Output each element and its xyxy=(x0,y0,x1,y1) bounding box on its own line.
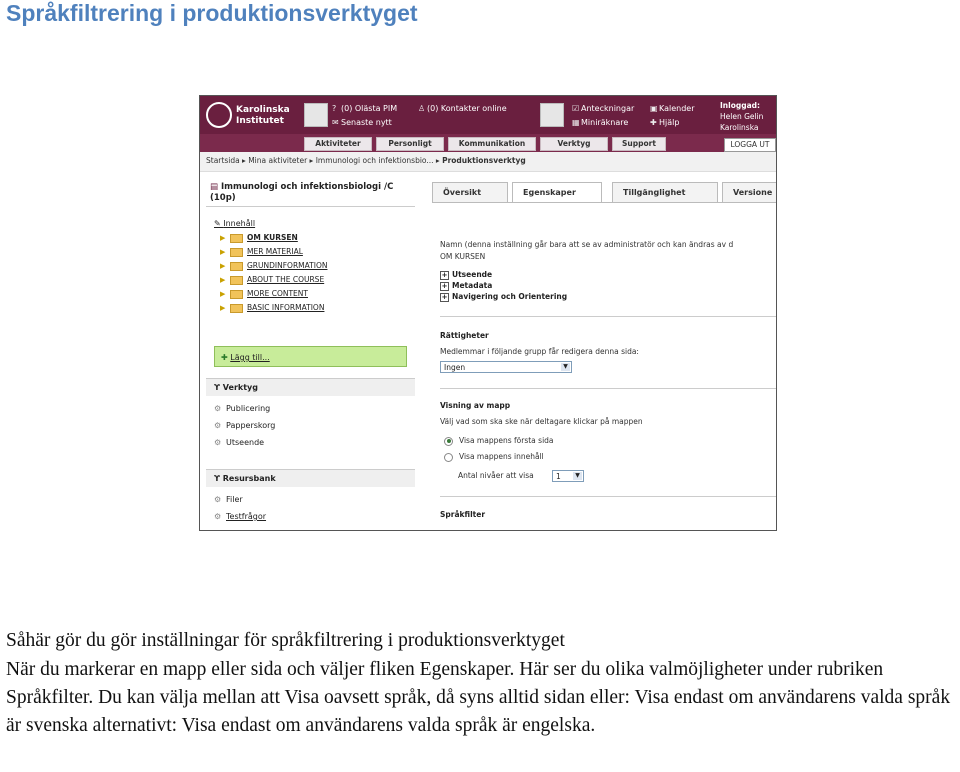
pencil-icon: ✎ xyxy=(214,219,224,228)
body-paragraph: När du markerar en mapp eller sida och väljer fliken Egenskaper. Här ser du olika valmöjligheter under rubriken Språkfilter. Du kan välja mellan att Visa oavsett språk, då syns alltid sidan eller: Visa endast om användarens valda språk är svenska alternativt: Visa endast om användarens valda språk är engelska. xyxy=(6,659,951,736)
wrench-icon: ϒ xyxy=(214,383,223,392)
expand-arrow-icon: ▶ xyxy=(220,262,226,270)
tree-item[interactable]: ▶ MER MATERIAL xyxy=(220,247,303,256)
plus-icon: ✚ xyxy=(221,353,231,362)
login-user: Helen Gelin xyxy=(720,112,764,121)
tool-appearance[interactable]: ⚙ Utseende xyxy=(214,438,265,447)
menu-communication[interactable]: Kommunikation xyxy=(448,137,536,151)
folder-icon xyxy=(230,262,243,271)
divider xyxy=(440,316,776,317)
calculator-link[interactable]: ▦Miniräknare xyxy=(572,118,629,127)
properties-panel xyxy=(432,172,776,530)
divider xyxy=(440,388,776,389)
radio-icon xyxy=(444,453,453,462)
map-label: Välj vad som ska ske när deltagare klickar på mappen xyxy=(440,417,643,426)
folder-icon xyxy=(230,276,243,285)
divider xyxy=(206,206,415,207)
name-label: Namn (denna inställning går bara att se av administratör och kan ändras av d xyxy=(440,240,734,249)
expand-arrow-icon: ▶ xyxy=(220,234,226,242)
levels-label: Antal nivåer att visa xyxy=(458,471,534,480)
tool-publish[interactable]: ⚙ Publicering xyxy=(214,404,271,413)
language-filter-heading: Språkfilter xyxy=(440,510,486,519)
menu-tools[interactable]: Verktyg xyxy=(540,137,608,151)
gear-icon: ⚙ xyxy=(214,512,222,521)
notes-link[interactable]: ☑ Anteckningar xyxy=(572,104,635,113)
radio-content[interactable]: Visa mappens innehåll xyxy=(444,452,544,462)
left-panel xyxy=(200,172,415,530)
menu-support[interactable]: Support xyxy=(612,137,666,151)
radio-first-page[interactable]: Visa mappens första sida xyxy=(444,436,554,446)
tools-section-head: ϒ Verktyg xyxy=(206,378,415,396)
tab-accessibility[interactable]: Tillgänglighet xyxy=(612,182,718,202)
tree-item[interactable]: ▶ OM KURSEN xyxy=(220,233,298,242)
tab-underline xyxy=(432,202,776,203)
folder-icon xyxy=(230,304,243,313)
tool-trash[interactable]: ⚙ Papperskorg xyxy=(214,421,276,430)
rights-label: Medlemmar i följande grupp får redigera denna sida: xyxy=(440,347,639,356)
expander-metadata[interactable]: + Metadata xyxy=(441,281,493,290)
chevron-down-icon: ▼ xyxy=(561,363,570,371)
name-value: OM KURSEN xyxy=(440,252,486,261)
expand-arrow-icon: ▶ xyxy=(220,304,226,312)
plus-box-icon: + xyxy=(441,270,448,279)
map-heading: Visning av mapp xyxy=(440,401,511,410)
tree-item[interactable]: ▶ BASIC INFORMATION xyxy=(220,303,325,312)
login-org: Karolinska xyxy=(720,123,759,132)
gear-icon: ⚙ xyxy=(214,495,222,504)
radio-selected-icon xyxy=(444,437,453,446)
plus-box-icon: + xyxy=(441,292,448,301)
plus-box-icon: + xyxy=(441,281,448,290)
tab-overview[interactable]: Översikt xyxy=(432,182,508,202)
add-button[interactable]: ✚ Lägg till... xyxy=(214,346,407,367)
menu-activities[interactable]: Aktiviteter xyxy=(304,137,372,151)
breadcrumb-path[interactable]: Startsida ▸ Mina aktiviteter ▸ Immunologi och infektionsbio... ▸ xyxy=(206,156,440,165)
logo-text: Karolinska Institutet xyxy=(236,105,290,126)
gear-icon: ⚙ xyxy=(214,404,222,413)
folder-icon xyxy=(230,290,243,299)
course-icon: ▤ xyxy=(210,182,221,192)
rights-select[interactable]: Ingen ▼ xyxy=(440,361,572,373)
menu-personal[interactable]: Personligt xyxy=(376,137,444,151)
breadcrumb xyxy=(200,152,776,172)
embedded-screenshot xyxy=(199,95,777,531)
document-title: Språkfiltrering i produktionsverktyget xyxy=(6,0,418,26)
gear-icon: ⚙ xyxy=(214,421,222,430)
login-info xyxy=(720,100,776,133)
tree-item[interactable]: ▶ ABOUT THE COURSE xyxy=(220,275,325,284)
gear-icon: ⚙ xyxy=(214,438,222,447)
intro-paragraph: Såhär gör du gör inställningar för språkfiltrering i produktionsverktyget xyxy=(6,630,565,651)
unread-pim-link[interactable]: ? (0) Olästa PIM xyxy=(332,104,398,113)
tree-item[interactable]: ▶ GRUNDINFORMATION xyxy=(220,261,328,270)
tree-item[interactable]: ▶ MORE CONTENT xyxy=(220,289,308,298)
tab-properties[interactable]: Egenskaper xyxy=(512,182,602,203)
recent-news-link[interactable]: ✉ Senaste nytt xyxy=(332,118,392,127)
expand-arrow-icon: ▶ xyxy=(220,276,226,284)
divider xyxy=(440,496,776,497)
contacts-online-link[interactable]: ♙ (0) Kontakter online xyxy=(418,104,507,113)
wrench-icon: ϒ xyxy=(214,474,223,483)
breadcrumb-current: Produktionsverktyg xyxy=(442,156,526,165)
calendar-link[interactable]: ▣Kalender xyxy=(650,104,695,113)
tab-versions[interactable]: Versione xyxy=(722,182,777,202)
expand-arrow-icon: ▶ xyxy=(220,248,226,256)
pim-icon[interactable] xyxy=(304,103,328,127)
expand-arrow-icon: ▶ xyxy=(220,290,226,298)
logout-button[interactable]: LOGGA UT xyxy=(724,138,776,152)
chevron-down-icon: ▼ xyxy=(573,472,582,480)
karolinska-logo xyxy=(206,102,288,130)
rights-heading: Rättigheter xyxy=(440,331,489,340)
tree-root[interactable]: ✎ Innehåll xyxy=(214,219,256,228)
folder-icon xyxy=(230,248,243,257)
resource-files[interactable]: ⚙ Filer xyxy=(214,495,243,504)
resources-section-head: ϒ Resursbank xyxy=(206,469,415,487)
folder-icon xyxy=(230,234,243,243)
course-title: ▤ Immunologi och infektionsbiologi /C (10p) xyxy=(210,182,394,203)
resource-questions[interactable]: ⚙ Testfrågor xyxy=(214,512,267,521)
help-link[interactable]: ✚ Hjälp xyxy=(650,118,680,127)
seal-icon xyxy=(206,102,232,128)
login-label: Inloggad: xyxy=(720,101,761,110)
levels-select[interactable]: 1 ▼ xyxy=(552,470,584,482)
expander-navigation[interactable]: + Navigering och Orientering xyxy=(441,292,568,301)
expander-appearance[interactable]: + Utseende xyxy=(441,270,493,279)
tools-icon[interactable] xyxy=(540,103,564,127)
